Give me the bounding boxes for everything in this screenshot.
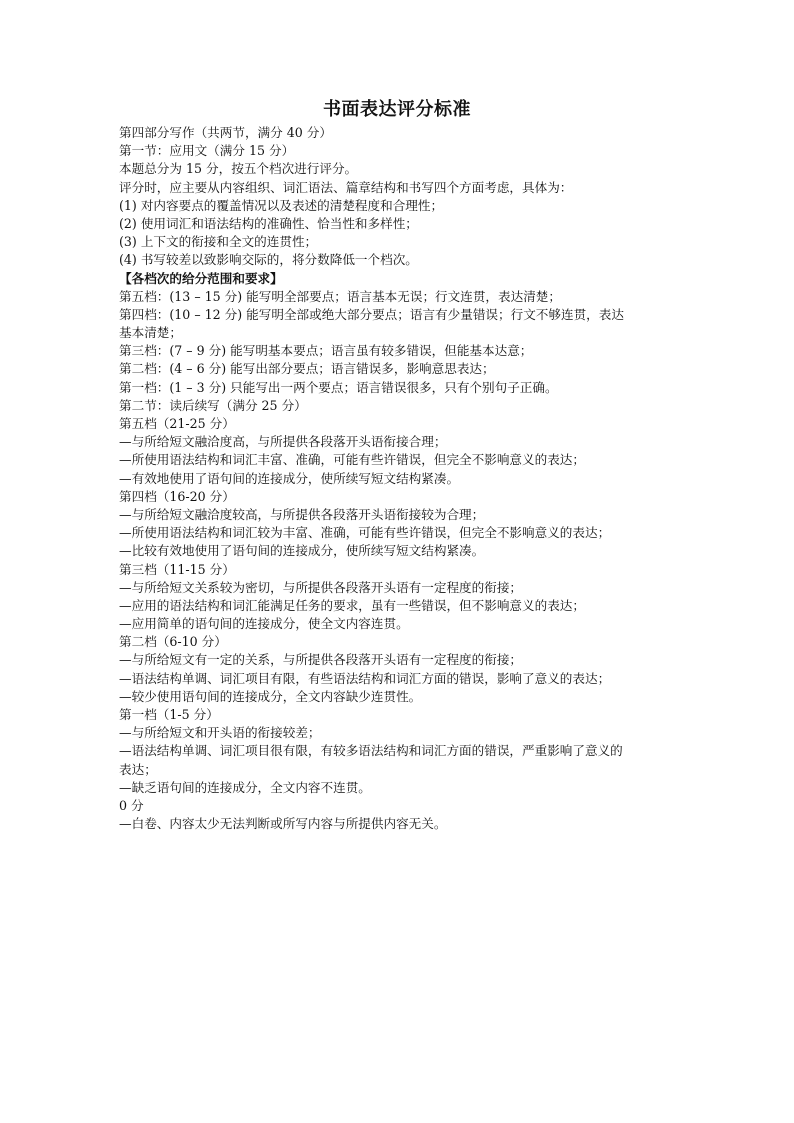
text-line: —应用的语法结构和词汇能满足任务的要求，虽有一些错误，但不影响意义的表达； bbox=[119, 597, 585, 613]
text-line: —与所给短文有一定的关系，与所提供各段落开头语有一定程度的衔接； bbox=[119, 652, 522, 668]
text-line: 第四档（16-20 分） bbox=[119, 488, 235, 504]
text-line: —与所给短文和开头语的衔接较差； bbox=[119, 725, 321, 741]
text-line: 第二节：读后续写（满分 25 分） bbox=[119, 397, 307, 413]
text-line: 评分时，应主要从内容组织、词汇语法、篇章结构和书写四个方面考虑，具体为： bbox=[119, 179, 573, 195]
text-line: —所使用语法结构和词汇丰富、准确，可能有些许错误，但完全不影响意义的表达； bbox=[119, 452, 585, 468]
text-line: 0 分 bbox=[119, 797, 144, 813]
text-line: 第一档：(1 – 3 分) 只能写出一两个要点；语言错误很多，只有个别句子正确。 bbox=[119, 379, 558, 395]
text-line: —比较有效地使用了语句间的连接成分，使所续写短文结构紧凑。 bbox=[119, 543, 485, 559]
text-line: (1) 对内容要点的覆盖情况以及表述的清楚程度和合理性； bbox=[119, 197, 444, 213]
text-line: —与所给短文融洽度高，与所提供各段落开头语衔接合理； bbox=[119, 434, 447, 450]
text-line: —缺乏语句间的连接成分，全文内容不连贯。 bbox=[119, 779, 371, 795]
text-line: (4) 书写较差以致影响交际的，将分数降低一个档次。 bbox=[119, 252, 418, 268]
text-line: —与所给短文关系较为密切，与所提供各段落开头语有一定程度的衔接； bbox=[119, 579, 522, 595]
text-line: 第一档（1-5 分） bbox=[119, 707, 219, 722]
text-line: —语法结构单调、词汇项目很有限，有较多语法结构和词汇方面的错误，严重影响了意义的 bbox=[119, 743, 623, 759]
text-line: 第四部分写作（共两节，满分 40 分） bbox=[119, 125, 332, 140]
text-line: 第三档：(7 – 9 分) 能写明基本要点；语言虽有较多错误，但能基本达意； bbox=[119, 343, 533, 359]
text-line: —与所给短文融洽度较高，与所提供各段落开头语衔接较为合理； bbox=[119, 506, 485, 522]
page-title: 书面表达评分标准 bbox=[323, 99, 471, 120]
text-line: —有效地使用了语句间的连接成分，使所续写短文结构紧凑。 bbox=[119, 470, 460, 486]
text-line: 第三档（11-15 分） bbox=[119, 561, 235, 577]
text-line: —所使用语法结构和词汇较为丰富、准确，可能有些许错误，但完全不影响意义的表达； bbox=[119, 525, 611, 541]
text-line: 第五档：(13 – 15 分) 能写明全部要点；语言基本无误；行文连贯，表达清楚； bbox=[119, 288, 561, 304]
text-line: 基本清楚； bbox=[119, 325, 182, 341]
text-line: 本题总分为 15 分，按五个档次进行评分。 bbox=[119, 161, 358, 177]
text-line: 第四档：(10 – 12 分) 能写明全部或绝大部分要点；语言有少量错误；行文不够连贯，表达 bbox=[119, 306, 624, 322]
text-line: —较少使用语句间的连接成分，全文内容缺少连贯性。 bbox=[119, 688, 422, 704]
text-line: 【各档次的给分范围和要求】 bbox=[119, 270, 283, 286]
text-line: 第二档（6-10 分） bbox=[119, 634, 227, 650]
text-line: 第五档（21-25 分） bbox=[119, 416, 235, 431]
text-line: (2) 使用词汇和语法结构的准确性、恰当性和多样性； bbox=[119, 215, 418, 231]
text-line: —语法结构单调、词汇项目有限，有些语法结构和词汇方面的错误，影响了意义的表达； bbox=[119, 670, 611, 686]
text-line: 第一节：应用文（满分 15 分） bbox=[119, 143, 295, 159]
document-body bbox=[119, 124, 689, 833]
text-line: —白卷、内容太少无法判断或所写内容与所提供内容无关。 bbox=[119, 816, 447, 832]
text-line: 表达； bbox=[119, 761, 157, 777]
text-line: 第二档：(4 – 6 分) 能写出部分要点；语言错误多，影响意思表达； bbox=[119, 361, 495, 377]
text-line: —应用简单的语句间的连接成分，使全文内容连贯。 bbox=[119, 616, 409, 632]
text-line: (3) 上下文的衔接和全文的连贯性； bbox=[119, 234, 318, 250]
